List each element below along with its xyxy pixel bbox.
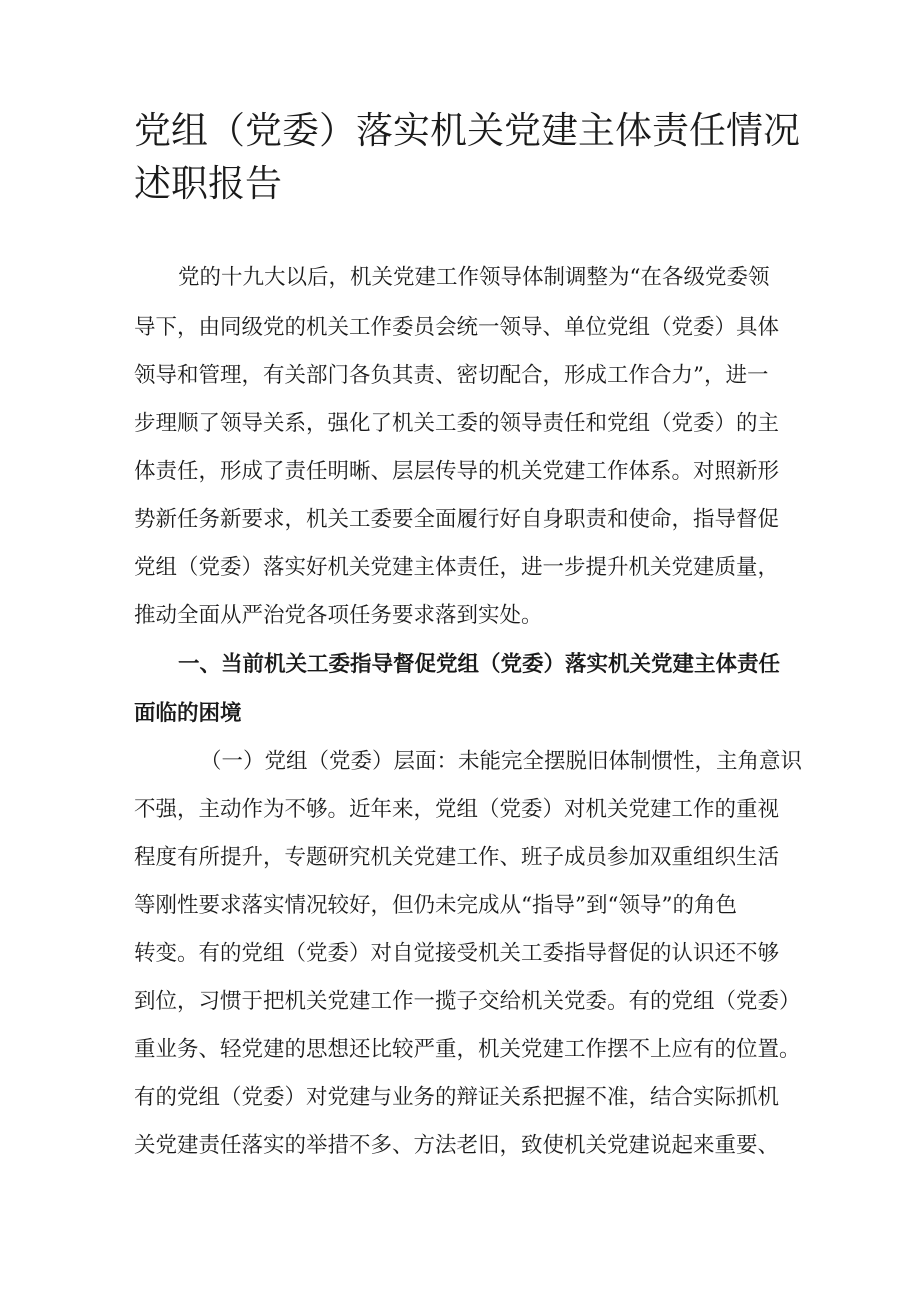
section-heading-line: 面临的困境 [134, 701, 242, 726]
paragraph-2-line: 程度有所提升，专题研究机关党建工作、班子成员参加双重组织生活 [134, 845, 780, 870]
paragraph-2-line: 不强，主动作为不够。近年来，党组（党委）对机关党建工作的重视 [134, 797, 780, 822]
paragraph-1-line: 推动全面从严治党各项任务要求落到实处。 [134, 603, 543, 628]
paragraph-2-line: 关党建责任落实的举措不多、方法老旧，致使机关党建说起来重要、 [134, 1133, 780, 1158]
paragraph-2-line: （一）党组（党委）层面：未能完全摆脱旧体制惯性，主角意识 [200, 749, 803, 774]
paragraph-1-line: 党的十九大以后，机关党建工作领导体制调整为“在各级党委领 [178, 265, 770, 290]
paragraph-1-line: 导下，由同级党的机关工作委员会统一领导、单位党组（党委）具体 [134, 315, 780, 340]
paragraph-2-line: 到位，习惯于把机关党建工作一揽子交给机关党委。有的党组（党委） [134, 989, 801, 1014]
paragraph-1-line: 领导和管理，有关部门各负其责、密切配合，形成工作合力”，进一 [134, 363, 769, 388]
paragraph-1-line: 步理顺了领导关系，强化了机关工委的领导责任和党组（党委）的主 [134, 411, 780, 436]
paragraph-2-line: 等刚性要求落实情况较好，但仍未完成从“指导”到“领导”的角色 [134, 893, 737, 918]
document-title: 党组（党委）落实机关党建主体责任情况述职报告 [134, 109, 800, 205]
paragraph-1-line: 体责任，形成了责任明晰、层层传导的机关党建工作体系。对照新形 [134, 459, 780, 484]
paragraph-2-line: 有的党组（党委）对党建与业务的辩证关系把握不准，结合实际抓机 [134, 1085, 780, 1110]
paragraph-2-line: 转变。有的党组（党委）对自觉接受机关工委指导督促的认识还不够 [134, 941, 780, 966]
paragraph-1-line: 党组（党委）落实好机关党建主体责任，进一步提升机关党建质量， [134, 555, 780, 580]
paragraph-2-line: 重业务、轻党建的思想还比较严重，机关党建工作摆不上应有的位置。 [134, 1037, 801, 1062]
paragraph-1-line: 势新任务新要求，机关工委要全面履行好自身职责和使命，指导督促 [134, 507, 780, 532]
section-heading-line: 一、当前机关工委指导督促党组（党委）落实机关党建主体责任 [178, 652, 781, 677]
